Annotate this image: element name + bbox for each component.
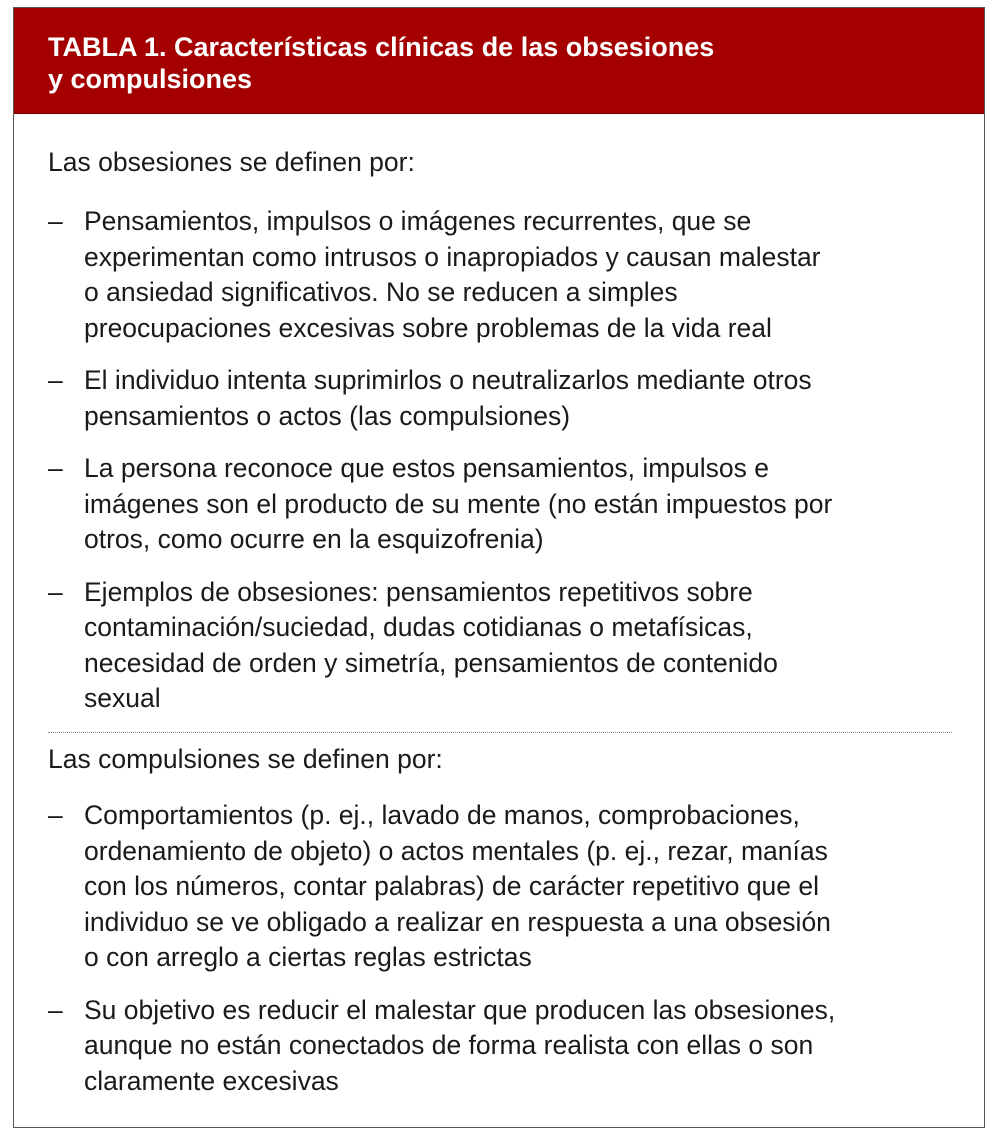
compulsions-list bbox=[14, 798, 984, 1099]
dash-bullet: – bbox=[48, 576, 63, 607]
list-item-line: Comportamientos (p. ej., lavado de manos, comprobaciones, bbox=[84, 800, 800, 830]
list-item-line: contaminación/suciedad, dudas cotidianas o metafísicas, bbox=[84, 612, 753, 642]
list-item-line: pensamientos o actos (las compulsiones) bbox=[84, 400, 571, 431]
list-item-line: individuo se ve obligado a realizar en respuesta a una obsesión bbox=[84, 906, 831, 937]
list-item-line: o ansiedad significativos. No se reducen a simples bbox=[84, 277, 678, 307]
list-item bbox=[14, 204, 984, 346]
dash-bullet: – bbox=[48, 994, 63, 1025]
list-item-line: claramente excesivas bbox=[84, 1065, 339, 1096]
list-item bbox=[14, 798, 984, 976]
list-item-line: experimentan como intrusos o inapropiados y causan malestar bbox=[84, 241, 821, 272]
obsessions-list bbox=[14, 204, 984, 717]
list-item-line: La persona reconoce que estos pensamientos, impulsos e bbox=[84, 453, 770, 483]
obsessions-heading: Las obsesiones se definen por: bbox=[48, 147, 415, 177]
table-title-line-1: TABLA 1. Características clínicas de las obsesiones bbox=[48, 32, 715, 62]
section-divider bbox=[48, 732, 952, 733]
compulsions-heading: Las compulsiones se definen por: bbox=[48, 744, 443, 774]
dash-bullet: – bbox=[48, 453, 63, 483]
list-item bbox=[14, 451, 984, 558]
list-item bbox=[14, 363, 984, 434]
clinical-features-table bbox=[13, 7, 985, 1128]
list-item-line: Pensamientos, impulsos o imágenes recurrentes, que se bbox=[84, 206, 752, 236]
list-item bbox=[14, 993, 984, 1100]
list-item-line: o con arreglo a ciertas reglas estrictas bbox=[84, 942, 532, 972]
list-item-line: otros, como ocurre en la esquizofrenia) bbox=[84, 524, 544, 554]
list-item-line: sexual bbox=[84, 683, 161, 713]
table-title bbox=[14, 8, 984, 114]
list-item-line: con los números, contar palabras) de carácter repetitivo que el bbox=[84, 871, 820, 901]
list-item-line: El individuo intenta suprimirlos o neutralizarlos mediante otros bbox=[84, 365, 812, 395]
dash-bullet: – bbox=[48, 365, 63, 395]
table-title-line-2: y compulsiones bbox=[48, 64, 253, 94]
list-item-line: imágenes son el producto de su mente (no están impuestos por bbox=[84, 488, 833, 519]
list-item bbox=[14, 575, 984, 717]
list-item-line: ordenamiento de objeto) o actos mentales (p. ej., rezar, manías bbox=[84, 835, 828, 866]
dash-bullet: – bbox=[48, 800, 63, 830]
dash-bullet: – bbox=[48, 206, 63, 236]
list-item-line: aunque no están conectados de forma realista con ellas o son bbox=[84, 1030, 814, 1060]
list-item-line: necesidad de orden y simetría, pensamientos de contenido bbox=[84, 647, 778, 678]
list-item-line: Ejemplos de obsesiones: pensamientos repetitivos sobre bbox=[84, 576, 753, 607]
list-item-line: preocupaciones excesivas sobre problemas de la vida real bbox=[84, 312, 772, 343]
list-item-line: Su objetivo es reducir el malestar que producen las obsesiones, bbox=[84, 994, 836, 1025]
